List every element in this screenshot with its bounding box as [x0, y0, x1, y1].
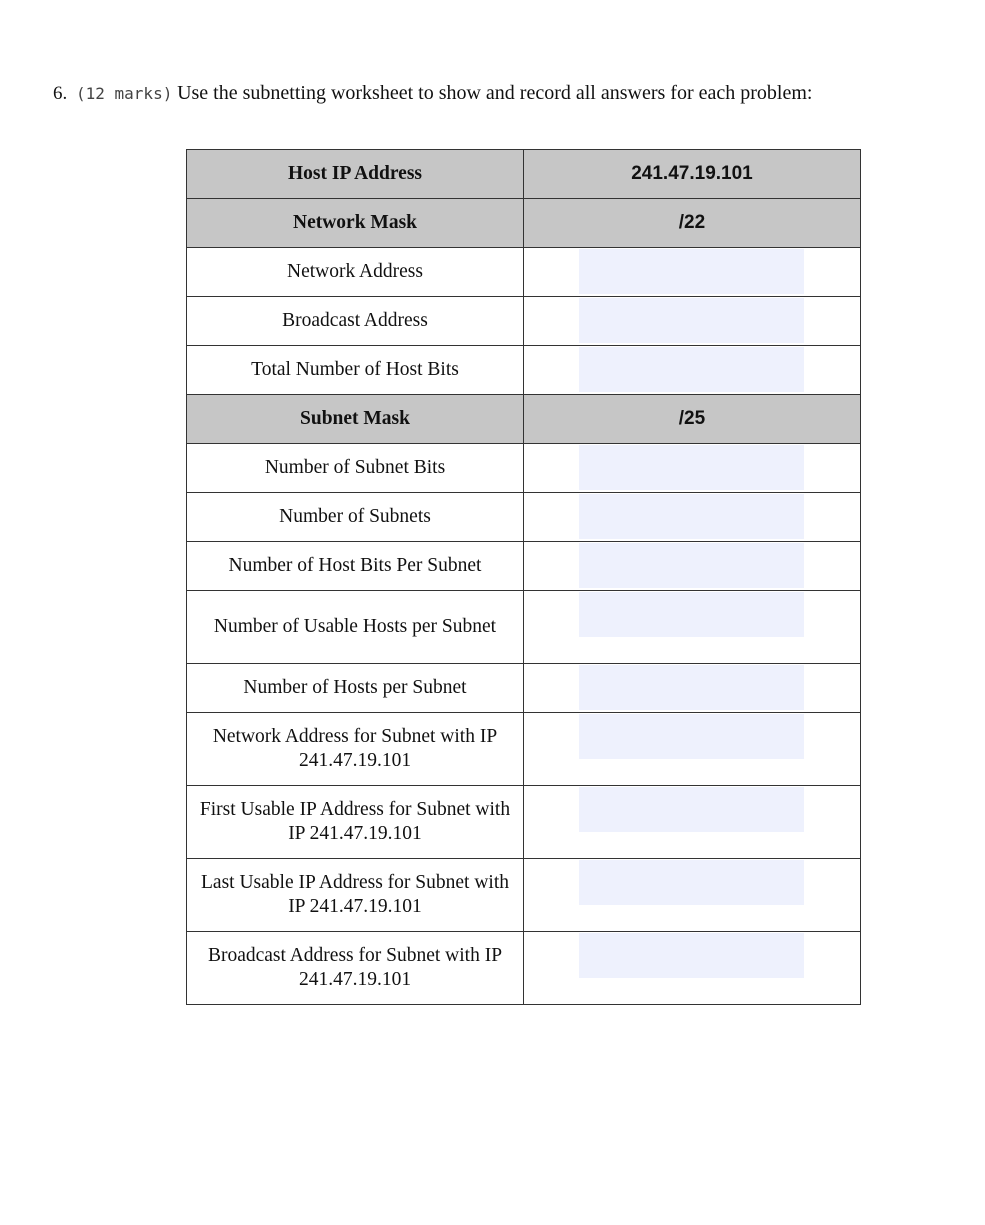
answer-field-total-host-bits[interactable] — [579, 347, 804, 392]
row-label-total-host-bits: Total Number of Host Bits — [187, 346, 524, 395]
row-label-subnet-mask: Subnet Mask — [187, 395, 524, 444]
table-row-subnet-broadcast-address — [187, 932, 861, 1005]
table-row-host-ip — [187, 150, 861, 199]
table-row-number-of-subnets — [187, 493, 861, 542]
table-row-subnet-network-address — [187, 713, 861, 786]
row-label-broadcast-address: Broadcast Address — [187, 297, 524, 346]
row-label-first-usable-ip: First Usable IP Address for Subnet with IP 241.47.19.101 — [187, 786, 524, 859]
table-row-hosts-per-subnet — [187, 664, 861, 713]
row-label-network-mask: Network Mask — [187, 199, 524, 248]
row-cell-broadcast-address — [524, 297, 861, 346]
row-label-subnet-bits: Number of Subnet Bits — [187, 444, 524, 493]
answer-field-hosts-per-subnet[interactable] — [579, 665, 804, 710]
row-cell-total-host-bits — [524, 346, 861, 395]
row-value-network-mask: /22 — [524, 199, 861, 248]
row-label-host-ip: Host IP Address — [187, 150, 524, 199]
table-row-last-usable-ip — [187, 859, 861, 932]
table-row-subnet-bits — [187, 444, 861, 493]
answer-field-subnet-broadcast-address[interactable] — [579, 933, 804, 978]
table-row-total-host-bits — [187, 346, 861, 395]
table-row-host-bits-per-subnet — [187, 542, 861, 591]
row-label-network-address: Network Address — [187, 248, 524, 297]
row-cell-subnet-network-address — [524, 713, 861, 786]
answer-field-subnet-network-address[interactable] — [579, 714, 804, 759]
question-heading — [53, 80, 953, 107]
row-cell-hosts-per-subnet — [524, 664, 861, 713]
table-row-network-address — [187, 248, 861, 297]
question-prompt: Use the subnetting worksheet to show and record all answers for each problem: — [177, 82, 813, 104]
answer-field-subnet-bits[interactable] — [579, 445, 804, 490]
row-label-subnet-broadcast-address: Broadcast Address for Subnet with IP 241.47.19.101 — [187, 932, 524, 1005]
table-row-broadcast-address — [187, 297, 861, 346]
question-marks: (12 marks) — [76, 84, 173, 103]
row-cell-network-address — [524, 248, 861, 297]
row-label-host-bits-per-subnet: Number of Host Bits Per Subnet — [187, 542, 524, 591]
answer-field-number-of-subnets[interactable] — [579, 494, 804, 539]
answer-field-network-address[interactable] — [579, 249, 804, 294]
row-label-number-of-subnets: Number of Subnets — [187, 493, 524, 542]
subnetting-worksheet — [186, 149, 861, 1005]
row-label-last-usable-ip: Last Usable IP Address for Subnet with IP 241.47.19.101 — [187, 859, 524, 932]
table-row-subnet-mask — [187, 395, 861, 444]
table-row-network-mask — [187, 199, 861, 248]
row-label-subnet-network-address: Network Address for Subnet with IP 241.47.19.101 — [187, 713, 524, 786]
answer-field-last-usable-ip[interactable] — [579, 860, 804, 905]
answer-field-usable-hosts[interactable] — [579, 592, 804, 637]
row-cell-first-usable-ip — [524, 786, 861, 859]
answer-field-host-bits-per-subnet[interactable] — [579, 543, 804, 588]
row-cell-host-bits-per-subnet — [524, 542, 861, 591]
row-cell-number-of-subnets — [524, 493, 861, 542]
table-row-first-usable-ip — [187, 786, 861, 859]
row-label-usable-hosts: Number of Usable Hosts per Subnet — [187, 591, 524, 664]
table-row-usable-hosts — [187, 591, 861, 664]
row-cell-subnet-broadcast-address — [524, 932, 861, 1005]
answer-field-first-usable-ip[interactable] — [579, 787, 804, 832]
question-number: 6. — [53, 83, 68, 104]
row-cell-usable-hosts — [524, 591, 861, 664]
row-label-hosts-per-subnet: Number of Hosts per Subnet — [187, 664, 524, 713]
row-value-subnet-mask: /25 — [524, 395, 861, 444]
row-value-host-ip: 241.47.19.101 — [524, 150, 861, 199]
row-cell-last-usable-ip — [524, 859, 861, 932]
row-cell-subnet-bits — [524, 444, 861, 493]
answer-field-broadcast-address[interactable] — [579, 298, 804, 343]
